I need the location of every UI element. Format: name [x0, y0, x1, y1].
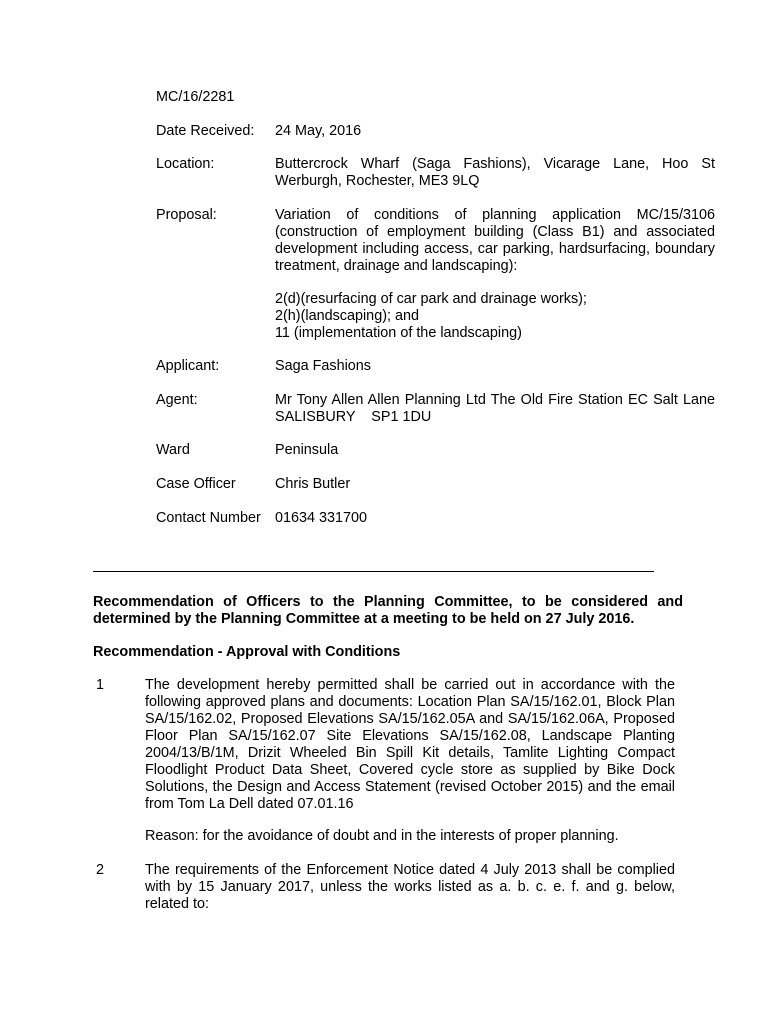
- date-received-value: 24 May, 2016: [275, 123, 362, 139]
- applicant-value: Saga Fashions: [275, 358, 371, 374]
- section-divider: [93, 571, 654, 572]
- applicant-label: Applicant:: [156, 358, 220, 374]
- proposal-condition-line: 11 (implementation of the landscaping): [275, 325, 522, 341]
- agent-label: Agent:: [156, 392, 198, 408]
- case-officer-label: Case Officer: [156, 476, 236, 492]
- ward-label: Ward: [156, 442, 190, 458]
- date-received-label: Date Received:: [156, 123, 255, 139]
- condition-text: The requirements of the Enforcement Notice dated 4 July 2013 shall be complied with by 15 January 2017, unless the works listed as a. b. c. e. f. and g. below, related to:: [145, 862, 675, 912]
- condition-number: 2: [96, 862, 105, 878]
- condition-reason: Reason: for the avoidance of doubt and in the interests of proper planning.: [145, 828, 619, 844]
- location-value: Buttercrock Wharf (Saga Fashions), Vicarage Lane, Hoo St Werburgh, Rochester, ME3 9LQ: [275, 156, 715, 189]
- condition-number: 1: [96, 677, 105, 693]
- proposal-label: Proposal:: [156, 207, 217, 223]
- condition-text: The development hereby permitted shall be carried out in accordance with the following approved plans and documents: Location Plan SA/15/162.01, Block Plan SA/15/162.02, Proposed Elevations SA/15/162.05A and SA/15/162.06A, Proposed Floor Plan SA/15/162.07 Site Elevations SA/15/162.08, Landscape Planting 2004/13/B/1M, Drizit Wheeled Bin Spill Kit details, Tamlite Lighting Compact Floodlight Product Data Sheet, Covered cycle store as supplied by Bike Dock Solutions, the Design and Access Statement (revised October 2015) and the email from Tom La Dell dated 07.01.16: [145, 677, 675, 812]
- contact-number-label: Contact Number: [156, 510, 261, 526]
- agent-value: Mr Tony Allen Allen Planning Ltd The Old Fire Station EC Salt Lane SALISBURY SP1 1DU: [275, 392, 719, 425]
- contact-number-value: 01634 331700: [275, 510, 368, 526]
- proposal-value: Variation of conditions of planning application MC/15/3106 (construction of employment building (Class B1) and associated development including access, car parking, hardsurfacing, boundary treatment, drainage and landscaping):: [275, 207, 715, 274]
- location-label: Location:: [156, 156, 215, 172]
- proposal-condition-line: 2(d)(resurfacing of car park and drainage works);: [275, 291, 587, 307]
- recommendation-heading: Recommendation of Officers to the Planning Committee, to be considered and determined by the Planning Committee at a meeting to be held on 27 July 2016.: [93, 594, 683, 627]
- case-officer-value: Chris Butler: [275, 476, 351, 492]
- ward-value: Peninsula: [275, 442, 339, 458]
- application-reference: MC/16/2281: [156, 89, 235, 105]
- proposal-condition-line: 2(h)(landscaping); and: [275, 308, 419, 324]
- recommendation: Recommendation - Approval with Conditions: [93, 644, 401, 660]
